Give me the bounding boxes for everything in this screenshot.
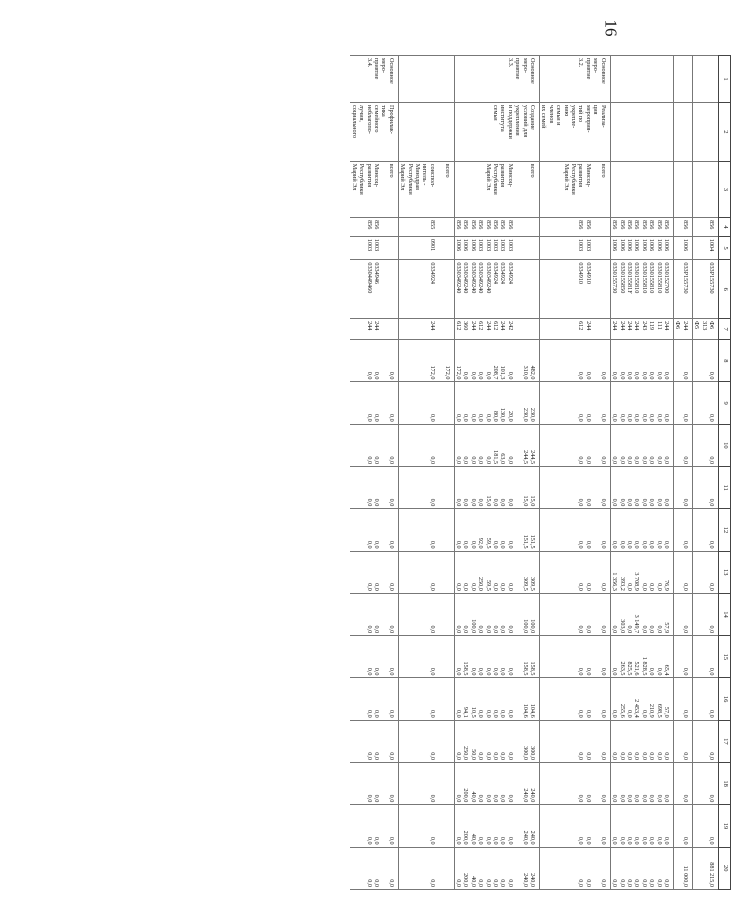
table-cell-col-16: 0,0 (398, 678, 454, 720)
table-cell-col-6: 033Р155730 (673, 260, 692, 319)
table-cell-col-8: 482,0 310,0 0,0 101,3 208,7 0,0 0,0 0,0 0,0 172,0 (454, 340, 539, 382)
table-cell-col-6: 0334924 (398, 260, 454, 319)
table-cell-col-18: 0,0 (398, 763, 454, 805)
table-cell-col-17: 0,0 0,0 0,0 0,0 0,0 0,0 0,0 0,0 (610, 720, 673, 762)
table-cell-col-14: 57,9 0,0 0,0 0,0 3 149,7 0,0 303,0 0,0 (610, 593, 673, 635)
table-cell-col-9: 0,0 0,0 0,0 (540, 382, 611, 424)
table-cell-col-13: 0,0 0,0 0,0 (350, 551, 398, 593)
table-cell-col-12: 151,5 151,5 0,0 0,0 0,0 59,5 92,0 0,0 0,0 0,0 (454, 509, 539, 551)
table-row (398, 56, 454, 890)
table-cell-col-12: 0,0 0,0 0,0 (350, 509, 398, 551)
table-cell-col-2 (610, 102, 673, 161)
table-cell-col-3 (673, 161, 692, 217)
table-cell-col-3: всего Минсоц- развития Республики Марий Эл (540, 161, 611, 217)
table-cell-col-17: 300,0 300,0 0,0 0,0 0,0 0,0 0,0 50,0 250,0 0,0 (454, 720, 539, 762)
table-row (673, 56, 692, 890)
table-cell-col-20: 11 000,0 (673, 847, 692, 889)
table-cell-col-4: 856 (673, 218, 692, 237)
table-cell-col-10: 0,0 0,0 0,0 (540, 424, 611, 466)
table-cell-col-5: 1006 1006 1006 1006 1006 1006 1006 1006 (610, 236, 673, 259)
column-header-15: 15 (719, 636, 731, 678)
table-cell-col-4: 856 856 (540, 218, 611, 237)
table-cell-col-5: 1003 1003 1003 1003 1003 1006 1006 1006 (454, 236, 539, 259)
table-body (350, 56, 718, 890)
table-cell-col-16: 0,0 0,0 0,0 (540, 678, 611, 720)
table-cell-col-19: 0,0 (673, 805, 692, 847)
table-cell-col-15: 0,0 (673, 636, 692, 678)
table-row (350, 56, 398, 890)
table-row (540, 56, 611, 890)
table-cell-col-6: 0330152700 0330155810 0330155810 0330155810 0330155810 033015581F 0330155850 0330155730 (610, 260, 673, 319)
table-cell-col-16: 104,6 104,6 0,0 0,0 0,0 0,0 0,0 10,5 94,1 0,0 (454, 678, 539, 720)
table-cell-col-3 (610, 161, 673, 217)
table-cell-col-17: 0,0 0,0 0,0 (540, 720, 611, 762)
table-cell-col-18: 0,0 0,0 0,0 (540, 763, 611, 805)
table-cell-col-19: 0,0 (692, 805, 718, 847)
column-header-10: 10 (719, 424, 731, 466)
table-cell-col-7: 244 612 (540, 319, 611, 340)
column-header-20: 20 (719, 847, 731, 889)
table-cell-col-2: Создание условий для укрепления и поддержки института семьи (454, 102, 539, 161)
table-cell-col-7: 242 244 612 244 612 244 360 612 (454, 319, 539, 340)
column-header-7: 7 (719, 319, 731, 340)
column-header-5: 5 (719, 236, 731, 259)
table-cell-col-2 (673, 102, 692, 161)
table-cell-col-16: 0,0 (692, 678, 718, 720)
table-cell-col-1 (692, 56, 718, 103)
table-cell-col-4: 856 856 (350, 218, 398, 237)
table-cell-col-10: 0,0 (398, 424, 454, 466)
column-header-4: 4 (719, 218, 731, 237)
table-cell-col-11: 0,0 0,0 0,0 (540, 467, 611, 509)
table-cell-col-1: Основное меро- приятие 3.2. (540, 56, 611, 103)
column-header-18: 18 (719, 763, 731, 805)
table-cell-col-3: всего соиспол- нитель - Минздрав Республики Марий Эл (398, 161, 454, 217)
column-header-1: 1 (719, 56, 731, 103)
table-cell-col-1 (398, 56, 454, 103)
table-cell-col-2: Реализа- ция мероприя- тий по укрепле- нию семьи и членов их семей (540, 102, 611, 161)
table-cell-col-8: 0,0 (692, 340, 718, 382)
table-cell-col-13: 76,9 0,0 0,0 0,0 3 708,9 0,0 393,2 1 356,3 (610, 551, 673, 593)
table-cell-col-5: 1003 1003 (540, 236, 611, 259)
table-cell-col-3: всего Минсоц- развития Республики Марий Эл (454, 161, 539, 217)
table-cell-col-17: 0,0 (673, 720, 692, 762)
table-cell-col-19: 0,0 0,0 0,0 (540, 805, 611, 847)
table-cell-col-9: 0,0 0,0 0,0 (350, 382, 398, 424)
table-cell-col-9: 0,0 (398, 382, 454, 424)
table-cell-col-9: 0,0 (692, 382, 718, 424)
table-cell-col-10: 0,0 (692, 424, 718, 466)
table-cell-col-18: 240,0 240,0 0,0 0,0 0,0 0,0 0,0 40,0 200,0 0,0 (454, 763, 539, 805)
table-cell-col-16: 57,0 698,5 210,9 0,0 2 453,4 0,0 255,6 0,0 (610, 678, 673, 720)
table-cell-col-18: 0,0 (673, 763, 692, 805)
table-cell-col-8: 0,0 0,0 0,0 0,0 0,0 0,0 0,0 0,0 (610, 340, 673, 382)
column-header-9: 9 (719, 382, 731, 424)
table-cell-col-1: Основное меро- приятие 3.3. (454, 56, 539, 103)
table-cell-col-15: 0,0 (692, 636, 718, 678)
table-cell-col-4: 856 856 856 856 856 856 856 856 (454, 218, 539, 237)
table-cell-col-11: 0,0 (692, 467, 718, 509)
table-row (454, 56, 539, 890)
table-cell-col-13: 0,0 (692, 551, 718, 593)
table-cell-col-11: 0,0 0,0 0,0 0,0 0,0 0,0 0,0 0,0 (610, 467, 673, 509)
table-cell-col-7: 244 (398, 319, 454, 340)
table-cell-col-15: 65,4 0,0 0,0 1 828,5 521,6 825,5 263,5 0,0 (610, 636, 673, 678)
table-cell-col-19: 240,0 240,0 0,0 0,0 0,0 0,0 0,0 40,0 200,0 0,0 (454, 805, 539, 847)
table-cell-col-3 (692, 161, 718, 217)
table-cell-col-2 (398, 102, 454, 161)
table-cell-col-16: 0,0 (673, 678, 692, 720)
table-cell-col-5: 1003 1003 (350, 236, 398, 259)
table-cell-col-12: 0,0 (692, 509, 718, 551)
table-cell-col-11: 0,0 0,0 0,0 (350, 467, 398, 509)
table-cell-col-7: 244 244 (350, 319, 398, 340)
table-cell-col-17: 0,0 (398, 720, 454, 762)
table-cell-col-6: 0334946 0330449460 (350, 260, 398, 319)
table-cell-col-19: 0,0 (398, 805, 454, 847)
table-cell-col-12: 0,0 (673, 509, 692, 551)
table-cell-col-6: 0334910 0334910 (540, 260, 611, 319)
table-cell-col-10: 0,0 (673, 424, 692, 466)
table-cell-col-14: 0,0 (398, 593, 454, 635)
table-cell-col-14: 0,0 0,0 0,0 (350, 593, 398, 635)
column-header-13: 13 (719, 551, 731, 593)
column-header-17: 17 (719, 720, 731, 762)
table-cell-col-5: 0901 (398, 236, 454, 259)
table-cell-col-6: 033Р155730 (692, 260, 718, 319)
table-cell-col-8: 0,0 (673, 340, 692, 382)
column-header-6: 6 (719, 260, 731, 319)
table-cell-col-20: 0,0 0,0 0,0 (540, 847, 611, 889)
table-cell-col-18: 0,0 0,0 0,0 (350, 763, 398, 805)
column-header-8: 8 (719, 340, 731, 382)
table-cell-col-14: 0,0 (673, 593, 692, 635)
table-cell-col-11: 15,0 15,0 0,0 0,0 0,0 15,0 0,0 0,0 0,0 0,0 (454, 467, 539, 509)
table-cell-col-15: 0,0 (398, 636, 454, 678)
column-header-12: 12 (719, 509, 731, 551)
table-cell-col-20: 0,0 (398, 847, 454, 889)
table-cell-col-1: Основное меро- приятие 3.4. (350, 56, 398, 103)
table-cell-col-9: 230,0 230,0 20,0 130,0 80,0 0,0 0,0 0,0 0,0 0,0 (454, 382, 539, 424)
table-row (610, 56, 673, 890)
column-number-header (719, 56, 731, 890)
budget-table (350, 55, 731, 890)
table-cell-col-15: 0,0 0,0 0,0 (350, 636, 398, 678)
table-cell-col-16: 0,0 0,0 0,0 (350, 678, 398, 720)
column-header-2: 2 (719, 102, 731, 161)
table-cell-col-11: 0,0 (673, 467, 692, 509)
table-cell-col-1 (610, 56, 673, 103)
table-cell-col-15: 0,0 0,0 0,0 (540, 636, 611, 678)
table-cell-col-19: 0,0 0,0 0,0 (350, 805, 398, 847)
table-cell-col-10: 244,5 244,5 0,0 63,0 181,5 0,0 0,0 0,0 0,0 0,0 (454, 424, 539, 466)
table-cell-col-14: 0,0 0,0 0,0 (540, 593, 611, 635)
table-cell-col-12: 0,0 (398, 509, 454, 551)
table-cell-col-9: 0,0 (673, 382, 692, 424)
table-cell-col-12: 0,0 0,0 0,0 (540, 509, 611, 551)
table-cell-col-17: 0,0 (692, 720, 718, 762)
table-cell-col-7: 244 Ф6 (673, 319, 692, 340)
table-cell-col-8: 0,0 0,0 0,0 (540, 340, 611, 382)
table-cell-col-9: 0,0 0,0 0,0 0,0 0,0 0,0 0,0 0,0 (610, 382, 673, 424)
rotated-budget-table-container (183, 55, 731, 890)
table-cell-col-18: 0,0 0,0 0,0 0,0 0,0 0,0 0,0 0,0 (610, 763, 673, 805)
table-cell-col-3: всего Минсоц- развития Республики Марий Эл (350, 161, 398, 217)
table-cell-col-20: 240,0 240,0 0,0 0,0 0,0 0,0 0,0 40,0 200,0 0,0 (454, 847, 539, 889)
table-cell-col-7: 244 111 119 243 244 244 244 244 (610, 319, 673, 340)
table-cell-col-20: 881 215,0 (692, 847, 718, 889)
table-cell-col-5: 1004 (692, 236, 718, 259)
page-number: 16 (601, 19, 621, 37)
table-cell-col-4: 855 (398, 218, 454, 237)
table-cell-col-13: 0,0 0,0 0,0 (540, 551, 611, 593)
table-cell-col-2: Профилак- тика семейного неблагопо- лучия, социального (350, 102, 398, 161)
table-cell-col-20: 0,0 0,0 0,0 0,0 0,0 0,0 0,0 0,0 (610, 847, 673, 889)
column-header-19: 19 (719, 805, 731, 847)
table-cell-col-20: 0,0 0,0 0,0 (350, 847, 398, 889)
table-row (692, 56, 718, 890)
table-cell-col-14: 100,0 100,0 0,0 0,0 0,0 0,0 0,0 100,0 0,0 0,0 (454, 593, 539, 635)
table-cell-col-11: 0,0 (398, 467, 454, 509)
table-cell-col-8: 0,0 0,0 0,0 (350, 340, 398, 382)
column-header-14: 14 (719, 593, 731, 635)
table-cell-col-10: 0,0 0,0 0,0 0,0 0,0 0,0 0,0 0,0 (610, 424, 673, 466)
table-cell-col-13: 309,5 309,5 0,0 0,0 0,0 59,5 250,0 0,0 0,0 0,0 (454, 551, 539, 593)
table-cell-col-18: 0,0 (692, 763, 718, 805)
table-cell-col-13: 0,0 (673, 551, 692, 593)
table-cell-col-12: 0,0 0,0 0,0 0,0 0,0 0,0 0,0 0,0 (610, 509, 673, 551)
table-cell-col-2 (692, 102, 718, 161)
table-cell-col-19: 0,0 0,0 0,0 0,0 0,0 0,0 0,0 0,0 (610, 805, 673, 847)
table-cell-col-4: 856 856 856 856 856 856 856 856 (610, 218, 673, 237)
table-cell-col-7: Ф6 313 Ф5 (692, 319, 718, 340)
table-cell-col-10: 0,0 0,0 0,0 (350, 424, 398, 466)
table-cell-col-15: 158,5 158,5 0,0 0,0 0,0 0,0 0,0 0,0 158,5 0,0 (454, 636, 539, 678)
column-header-3: 3 (719, 161, 731, 217)
column-header-16: 16 (719, 678, 731, 720)
table-cell-col-4: 856 (692, 218, 718, 237)
column-header-11: 11 (719, 467, 731, 509)
table-cell-col-13: 0,0 (398, 551, 454, 593)
table-cell-col-17: 0,0 0,0 0,0 (350, 720, 398, 762)
table-cell-col-6: 0334924 0334924 0334924 0330349240 0330349240 0330349240 0330349240 0330349240 (454, 260, 539, 319)
table-cell-col-14: 0,0 (692, 593, 718, 635)
table-cell-col-8: 172,0 172,0 (398, 340, 454, 382)
table-cell-col-5: 1006 (673, 236, 692, 259)
table-cell-col-1 (673, 56, 692, 103)
